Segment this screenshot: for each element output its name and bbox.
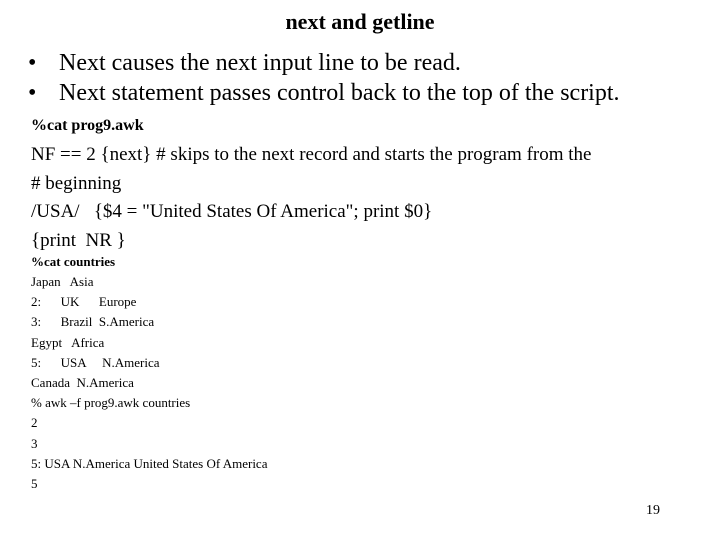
bullet-list	[28, 48, 620, 108]
cat-data-command: %cat countries	[31, 254, 116, 269]
cat-script-command: %cat prog9.awk	[31, 117, 144, 134]
awk-script-listing	[31, 141, 591, 255]
output-line: Japan Asia	[31, 274, 94, 289]
bullet-icon: •	[28, 80, 37, 106]
bullet-item	[28, 78, 620, 108]
script-line: {print NR }	[31, 229, 126, 251]
output-line: 5	[31, 476, 38, 492]
bullet-icon: •	[28, 50, 37, 76]
bullet-item	[28, 48, 620, 78]
output-line: 2	[31, 415, 38, 431]
slide-title: next and getline	[285, 9, 435, 34]
bullet-text: Next causes the next input line to be read.	[59, 50, 461, 76]
output-line: Egypt Africa	[31, 334, 105, 350]
terminal-output	[31, 272, 267, 494]
script-line: /USA/ {$4 = "United States Of America"; print $0}	[31, 201, 433, 223]
script-line: NF == 2 {next} # skips to the next record and starts the program from the	[31, 144, 592, 165]
output-line: % awk –f prog9.awk countries	[31, 395, 191, 411]
output-line: 3: Brazil S.America	[31, 314, 155, 330]
output-line: 3	[31, 435, 38, 451]
bullet-text: Next statement passes control back to the top of the script.	[59, 80, 620, 106]
output-line: Canada N.America	[31, 375, 134, 391]
page-number: 19	[646, 503, 660, 518]
output-line: 5: USA N.America	[31, 354, 160, 370]
output-line: 5: USA N.America United States Of America	[31, 455, 268, 471]
script-line: # beginning	[31, 172, 122, 194]
output-line: 2: UK Europe	[31, 294, 137, 310]
